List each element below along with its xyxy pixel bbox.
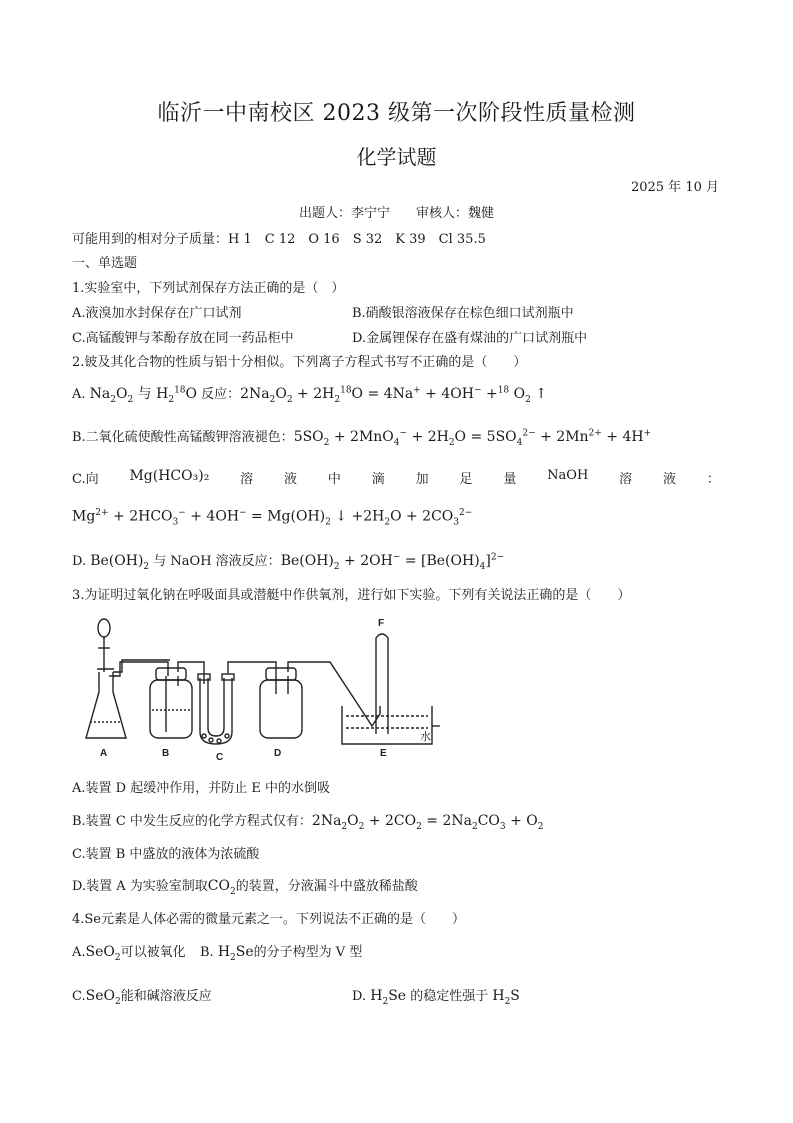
q4-option-b-label: B. <box>200 945 218 960</box>
bottle-d <box>260 668 302 738</box>
q3-option-d-text: D.装置 A 为实验室制取 <box>72 879 208 894</box>
q4-option-d <box>352 985 520 1007</box>
q2-option-d-label: D. <box>72 554 91 569</box>
label-e: E <box>380 748 387 759</box>
q2-option-a-mid: 反应： <box>197 387 241 402</box>
q2-c-word: 加 <box>415 472 429 487</box>
q2-option-a-reactants: $Na_2O_2$ 与 $H_2^{18}O$ <box>89 385 197 405</box>
q4-option-b-text: 的分子构型为 V 型 <box>253 945 363 960</box>
exam-authors: 出题人：李宁宁 审核人：魏健 <box>298 206 494 221</box>
q2-c-word: 溶 <box>240 472 254 487</box>
q4-option-c-text: 能和碱溶液反应 <box>120 989 212 1004</box>
exam-date: 2025 年 10 月 <box>630 180 719 195</box>
label-b: B <box>162 748 170 759</box>
label-a: A <box>100 748 108 759</box>
q4-option-a <box>72 941 186 963</box>
q3-option-d-suffix: 的装置，分液漏斗中盛放稀盐酸 <box>235 879 418 894</box>
q4-option-b-formula: $H_2Se$ <box>217 944 254 963</box>
q4-option-d-formula-2: $H_2S$ <box>492 988 520 1007</box>
q4-option-a-formula: SeO$_2$ <box>85 944 121 963</box>
flask-a <box>86 619 126 738</box>
label-c: C <box>216 752 224 763</box>
q2-c-word: 液 <box>284 472 298 487</box>
q4-option-a-label: A. <box>72 945 86 960</box>
apparatus-figure <box>80 614 440 764</box>
bottle-b <box>150 668 192 738</box>
q2-option-d-mid: 与 NaOH 溶液反应： <box>149 554 281 569</box>
label-d: D <box>274 748 282 759</box>
q2-c-word: C.向 <box>72 472 99 487</box>
q4-option-c <box>72 985 212 1007</box>
q3-option-b-text: B.装置 C 中发生反应的化学方程式仅有： <box>72 814 312 829</box>
q2-c-word: 量 <box>503 472 517 487</box>
q2-c-word: 滴 <box>371 472 385 487</box>
q2-c-word: 中 <box>327 472 341 487</box>
q2-option-b-equation: $5SO_2 + 2MnO_4^- + 2H_2O = 5SO_4^{2-} + 2Mn^{2+} + 4H^+$ <box>293 428 652 448</box>
q2-c-word: 溶 <box>619 472 633 487</box>
q3-option-d <box>72 875 418 897</box>
label-water: 水 <box>420 731 431 743</box>
section-heading: 一、单选题 <box>72 256 138 271</box>
exam-subtitle: 化学试题 <box>356 145 437 169</box>
label-f: F <box>378 618 385 629</box>
q3-option-b <box>72 810 544 832</box>
q4-option-c-formula: SeO$_2$ <box>85 988 121 1007</box>
q2-c-word: ： <box>706 472 720 487</box>
q2-stem: 2.铍及其化合物的性质与铝十分相似。下列离子方程式书写不正确的是（ ） <box>72 355 527 370</box>
q1-option-d: D.金属锂保存在盛有煤油的广口试剂瓶中 <box>352 331 588 346</box>
q2-option-b <box>72 426 651 448</box>
q3-option-d-formula: $CO_2$ <box>207 878 236 897</box>
q2-c-word: 足 <box>459 472 473 487</box>
tube-f <box>376 634 388 734</box>
q2-option-b-text: B.二氧化硫使酸性高锰酸钾溶液褪色： <box>72 430 294 445</box>
q1-option-a: A.液溴加水封保存在广口试剂 <box>72 306 242 321</box>
q2-option-a-label: A. <box>72 387 90 402</box>
q3-stem: 3.为证明过氧化钠在呼吸面具或潜艇中作供氧剂，进行如下实验。下列有关说法正确的是（ ） <box>72 588 631 603</box>
q3-option-b-equation: $2Na_2O_2 + 2CO_2 = 2Na_2CO_3 + O_2$ <box>311 813 544 832</box>
q2-option-c-equation: $Mg^{2+} + 2HCO_3^- + 4OH^- = Mg(OH)_2$ ↓ $+2H_2O + 2CO_3^{2-}$ <box>72 508 473 528</box>
q2-option-d-equation: $Be(OH)_2 + 2OH^- = [Be(OH)_4]^{2-}$ <box>280 552 505 572</box>
q2-option-a-equation: $2Na_2O_2 + 2H_2^{18}O = 4Na^+ + 4OH^- +^{18}$ $O_2$ ↑ <box>240 385 547 405</box>
q4-option-c-label: C. <box>72 989 86 1004</box>
q3-option-c: C.装置 B 中盛放的液体为浓硫酸 <box>72 847 260 862</box>
q2-c-word: 液 <box>663 472 677 487</box>
q1-stem: 1.实验室中，下列试剂保存方法正确的是（ ） <box>72 281 345 296</box>
q2-option-d-reactant: $Be(OH)_2$ <box>90 553 150 572</box>
q3-option-a: A.装置 D 起缓冲作用，并防止 E 中的水倒吸 <box>72 781 330 796</box>
q4-option-d-formula: $H_2Se$ <box>370 988 407 1007</box>
q4-option-d-label: D. <box>352 989 371 1004</box>
exam-title: 临沂一中南校区 2023 级第一次阶段性质量检测 <box>157 101 636 126</box>
q4-option-d-text: 的稳定性强于 <box>406 989 493 1004</box>
q4-option-a-text: 可以被氧化 <box>120 945 186 960</box>
q2-c-word: NaOH <box>547 468 589 483</box>
atomic-masses: 可能用到的相对分子质量：H 1 C 12 O 16 S 32 K 39 Cl 35.5 <box>72 232 486 247</box>
q4-stem: 4.Se元素是人体必需的微量元素之一。下列说法不正确的是（ ） <box>72 912 466 927</box>
q2-option-d <box>72 550 504 572</box>
u-tube-c <box>198 674 234 744</box>
q1-option-c: C.高锰酸钾与苯酚存放在同一药品柜中 <box>72 331 294 346</box>
q2-c-word: Mg(HCO₃)₂ <box>129 468 210 484</box>
q2-option-a <box>72 383 547 405</box>
q4-option-b <box>200 941 362 963</box>
q2-option-c-line <box>72 468 720 487</box>
q1-option-b: B.硝酸银溶液保存在棕色细口试剂瓶中 <box>352 306 574 321</box>
